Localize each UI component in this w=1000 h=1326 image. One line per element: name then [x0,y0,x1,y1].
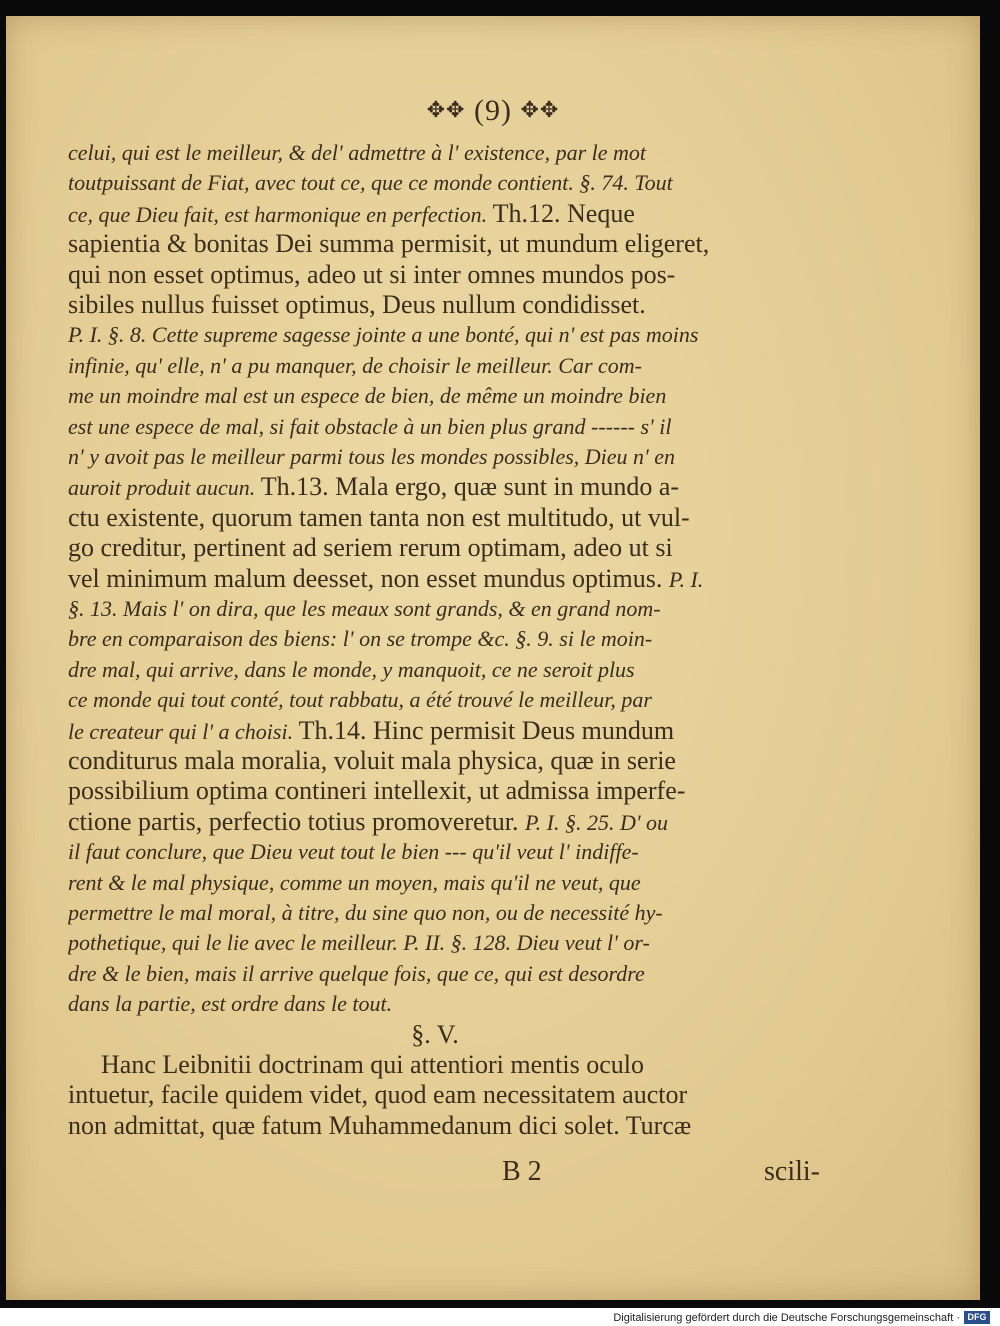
text-line [68,898,802,928]
text-line [68,716,802,746]
text-line [68,685,802,715]
catchword: scili- [764,1156,820,1187]
dfg-logo: DFG [964,1311,990,1324]
text-segment: P. I. §. 25. D' ou [525,809,669,835]
text-line [68,533,802,563]
text-segment: il faut conclure, que Dieu veut tout le bien --- qu'il veut l' indiffe- [68,839,639,865]
text-line [68,868,802,898]
text-segment: bre en comparaison des biens: l' on se trompe &c. §. 9. si le moin- [68,626,653,652]
ornament-left-icon: ✥✥ [426,97,466,122]
text-segment: est une espece de mal, si fait obstacle à un bien plus grand ------ s' il [68,413,672,439]
text-line [68,442,802,472]
text-line [68,989,802,1019]
text-segment: pothetique, qui le lie avec le meilleur. P. II. §. 128. Dieu veut l' or- [68,930,650,956]
text-segment: P. I. [668,566,704,592]
text-line [68,320,802,350]
text-segment: §. 13. Mais l' on dira, que les meaux sont grands, & en grand nom- [68,596,661,621]
text-segment: me un moindre mal est un espece de bien, de même un moindre bien [68,383,667,409]
signature-mark: B 2 [502,1156,542,1187]
text-segment: toutpuissant de Fiat, avec tout ce, que ce monde contient. §. 74. Tout [68,170,673,196]
text-line [68,928,802,958]
text-line [68,260,802,290]
text-line [68,776,802,806]
book-page [6,16,980,1300]
text-segment: vel minimum malum deesset, non esset mundus optimus. [68,563,669,593]
text-segment: le createur qui l' a choisi. [68,718,299,744]
text-line [68,746,802,776]
text-segment: Th.14. Hinc permisit Deus mundum [298,715,675,745]
text-segment: auroit produit aucun. [68,475,261,501]
text-segment: n' y avoit pas le meilleur parmi tous les mondes possibles, Dieu n' en [68,444,676,469]
text-line [68,412,802,442]
text-segment: ctu existente, quorum tamen tanta non est multitudo, ut vul- [68,502,690,532]
text-segment: dre & le bien, mais il arrive quelque fois, que ce, qui est desordre [68,960,645,986]
text-segment: rent & le mal physique, comme un moyen, mais qu'il ne veut, que [68,869,641,895]
text-line [68,807,802,837]
text-segment: ce, que Dieu fait, est harmonique en perfection. [68,201,493,227]
text-line [68,564,802,594]
text-segment: dre mal, qui arrive, dans le monde, y manquoit, ce ne seroit plus [68,656,635,682]
text-segment: §. V. [411,1019,459,1049]
text-line [68,381,802,411]
page-number: (9) [474,94,512,127]
text-segment: intuetur, facile quidem videt, quod eam necessitatem auctor [68,1080,688,1110]
text-segment: Hanc Leibnitii doctrinam qui attentiori mentis oculo [101,1050,644,1079]
text-line [68,594,802,624]
text-line [101,1050,802,1080]
text-segment: dans la partie, est ordre dans le tout. [68,991,393,1017]
text-segment: non admittat, quæ fatum Muhammedanum dici solet. Turcæ [68,1110,692,1140]
text-line [68,624,802,654]
text-line [68,472,802,502]
text-segment: possibilium optima contineri intellexit, ut admissa imperfe- [68,776,686,806]
text-line [68,290,802,320]
text-segment: conditurus mala moralia, voluit mala physica, quæ in serie [68,746,676,775]
text-segment: sibiles nullus fuisset optimus, Deus nullum condidisset. [68,290,646,319]
text-segment: celui, qui est le meilleur, & del' admettre à l' existence, par le mot [68,140,647,165]
text-line [68,655,802,685]
text-segment: sapientia & bonitas Dei summa permisit, ut mundum eligeret, [68,229,710,259]
text-line [68,138,802,168]
text-segment: P. I. §. 8. Cette supreme sagesse jointe a une bonté, qui n' est pas moins [68,322,699,348]
page-header [6,94,980,128]
text-segment: go creditur, pertinent ad seriem rerum optimam, adeo ut si [68,533,673,563]
text-segment: ctione partis, perfectio totius promoveretur. [68,806,526,836]
text-segment: infinie, qu' elle, n' a pu manquer, de choisir le meilleur. Car com- [68,352,642,378]
text-line [68,1111,802,1141]
text-line [68,503,802,533]
text-line [68,1020,802,1050]
text-segment: qui non esset optimus, adeo ut si inter omnes mundos pos- [68,259,676,289]
text-line [68,837,802,867]
text-line [68,1080,802,1110]
text-segment: Th.13. Mala ergo, quæ sunt in mundo a- [260,472,680,502]
text-line [68,351,802,381]
text-line [68,959,802,989]
text-line [68,229,802,259]
text-line [68,199,802,229]
text-line [68,168,802,198]
ornament-right-icon: ✥✥ [520,97,560,122]
text-segment: permettre le mal moral, à titre, du sine quo non, ou de necessité hy- [68,900,663,925]
text-segment: ce monde qui tout conté, tout rabbatu, a été trouvé le meilleur, par [68,687,652,713]
digitization-credit: Digitalisierung gefördert durch die Deutsche Forschungsgemeinschaft · [613,1312,960,1324]
text-segment: Th.12. Neque [492,198,635,228]
